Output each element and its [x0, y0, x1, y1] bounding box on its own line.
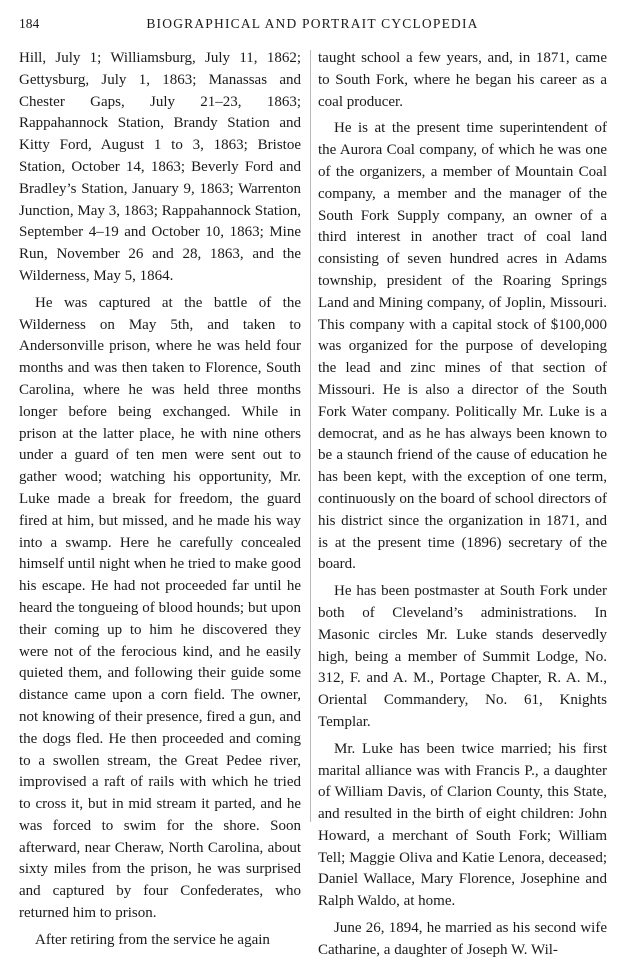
paragraph: He has been postmaster at South Fork under both of Cleveland’s administrations. In Masonic circles Mr. Luke stands deservedly high, being a member of Summit Lodge, No. 312, F. and A. M., Portage Chapter, R. A. M., Oriental Commandery, No. 61, Knights Templar. — [318, 583, 607, 730]
left-column — [19, 48, 301, 957]
paragraph: June 26, 1894, he married as his second wife Catharine, a daughter of Joseph W. Wil- — [318, 920, 607, 958]
page-header — [19, 16, 606, 36]
page-number: 184 — [19, 16, 40, 31]
running-head: BIOGRAPHICAL AND PORTRAIT CYCLOPEDIA — [146, 16, 479, 31]
paragraph: He was captured at the battle of the Wilderness on May 5th, and taken to Andersonville prison, where he was held four months and was then taken to Florence, South Carolina, where he was held three months longer before being exchanged. While in prison at the latter place, he with nine others under a guard of ten men were sent out to gather wood; watching his opportunity, Mr. Luke made a break for freedom, the guard fired at him, but missed, and he made his way into a swamp. Here he carefully concealed himself until night when he tried to make good his escape. He had not proceeded far until he heard the tongueing of blood hounds; but upon their coming up to him he discovered they were not of the ferocious kind, and he easily quieted them, and following their guide some distance came upon a corn field. The owner, not knowing of their presence, fired a gun, and the dogs fled. He then proceeded and coming to a swollen stream, the Great Pedee river, improvised a raft of rails with which he tried to cross it, but in mid stream it parted, and he was forced to swim for the shore. Soon afterward, near Cheraw, North Carolina, about sixty miles from the prison, he was surprised and captured by four Confederates, who returned him to prison. — [19, 294, 301, 922]
right-column — [318, 48, 607, 967]
paragraph: Hill, July 1; Williamsburg, July 11, 1862; Gettysburg, July 1, 1863; Manassas and Chester Gaps, July 21–23, 1863; Rappahannock Station, Brandy Station and Kitty Ford, August 1 to 3, 1863; Bristoe Station, October 14, 1863; Beverly Ford and Bradley’s Station, January 9, 1863; Warrenton Junction, May 3, 1863; Rappahannock Station, September 4–19 and October 10, 1863; Mine Run, November 26 and 28, 1863, and the Wilderness, May 5, 1864. — [19, 50, 301, 284]
paragraph: taught school a few years, and, in 1871, came to South Fork, where he began his career as a coal producer. — [318, 50, 607, 110]
column-divider — [310, 50, 311, 822]
paragraph: Mr. Luke has been twice married; his first marital alliance was with Francis P., a daughter of William Davis, of Clarion County, this State, and resulted in the birth of eight children: John Howard, a merchant of South Fork; William Tell; Maggie Oliva and Katie Lenora, deceased; Daniel Wallace, Mary Florence, Josephine and Ralph Waldo, at home. — [318, 740, 607, 910]
paragraph: He is at the present time superintendent of the Aurora Coal company, of which he was one of the organizers, a member of Mountain Coal company, a member and the manager of the South Fork Supply company, an owner of a third interest in another tract of coal land consisting of seven hundred acres in Adams township, president of the Roaring Springs Land and Mining company, of Joplin, Missouri. This company with a capital stock of $100,000 was organized for the purpose of developing the lead and zinc mines of that section of Missouri. He is also a director of the South Fork Water company. Politically Mr. Luke is a democrat, and as he has always been known to be a staunch friend of the cause of education he has been kept, with the exception of one term, continuously on the board of school directors of his district since the organization in 1871, and is at the present time (1896) secretary of the board. — [318, 120, 607, 573]
paragraph: After retiring from the service he again — [35, 931, 270, 948]
